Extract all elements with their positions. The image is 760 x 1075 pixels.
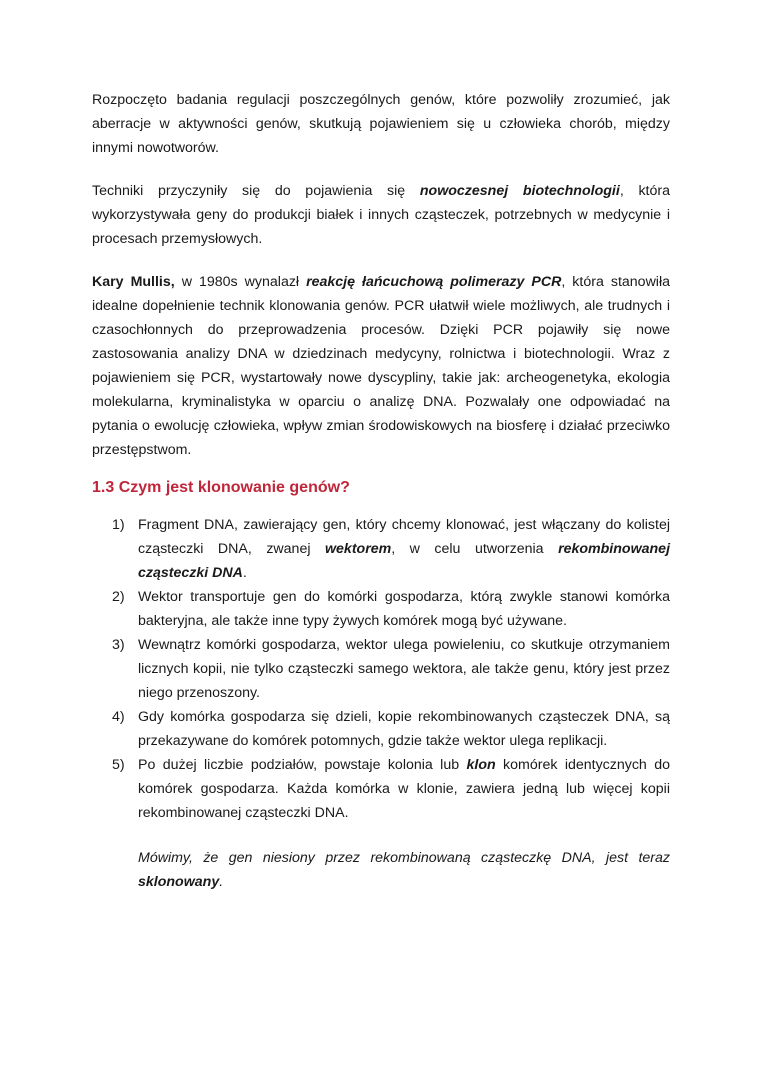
name-kary-mullis: Kary Mullis, bbox=[92, 274, 175, 290]
closing-text: Mówimy, że gen niesiony przez rekombinowaną cząsteczkę DNA, jest teraz bbox=[138, 850, 670, 866]
list-text: Fragment DNA, zawierający gen, który chcemy klonować, jest włączany do kolistej cząsteczki DNA, zwanej bbox=[138, 517, 670, 557]
section-heading: 1.3 Czym jest klonowanie genów? bbox=[92, 479, 350, 496]
list-item bbox=[92, 633, 670, 705]
list-item bbox=[92, 513, 670, 585]
paragraph-text-before: Techniki przyczyniły się do pojawienia się bbox=[92, 183, 420, 199]
paragraph-pcr bbox=[92, 270, 670, 462]
list-number: 3) bbox=[112, 637, 125, 653]
term-cloned: sklonowany bbox=[138, 874, 220, 890]
term-pcr: reakcję łańcuchową polimerazy PCR bbox=[306, 274, 562, 290]
list-text: Po dużej liczbie podziałów, powstaje kolonia lub bbox=[138, 757, 467, 773]
list-item bbox=[92, 753, 670, 825]
list-text: Wewnątrz komórki gospodarza, wektor ulega powieleniu, co skutkuje otrzymaniem licznych kopii, nie tylko cząsteczki samego wektora, ale także genu, który jest przez niego przenoszony. bbox=[138, 637, 670, 701]
list-number: 4) bbox=[112, 709, 125, 725]
paragraph-text-mid: w 1980s wynalazł bbox=[174, 274, 307, 290]
list-number: 5) bbox=[112, 757, 125, 773]
list-item bbox=[92, 585, 670, 633]
list-text: komórek identycznych do komórek gospodarza. Każda komórka w klonie, zawiera jedną lub więcej kopii rekombinowanej cząsteczki DNA. bbox=[138, 757, 670, 821]
paragraph-text-after: , która stanowiła idealne dopełnienie technik klonowania genów. PCR ułatwił wiele możliwych, ale trudnych i czasochłonnych do przeprowadzenia procesów. Dzięki PCR pojawiły się nowe zastosowania analizy DNA w dziedzinach medycyny, rolnictwa i biotechnologii. Wraz z pojawieniem się PCR, wystartowały nowe dyscypliny, takie jak: archeogenetyka, ekologia molekularna, kryminalistyka w oparciu o analizę DNA. Pozwalały one odpowiadać na pytania o ewolucję człowieka, wpływ zmian środowiskowych na biosferę i działać przeciwko przestępstwom. bbox=[92, 274, 671, 458]
paragraph-gene-regulation bbox=[92, 88, 670, 160]
list-number: 2) bbox=[112, 589, 125, 605]
list-text: Gdy komórka gospodarza się dzieli, kopie rekombinowanych cząsteczek DNA, są przekazywane do komórek potomnych, gdzie także wektor ulega replikacji. bbox=[138, 709, 670, 749]
list-number: 1) bbox=[112, 517, 125, 533]
term-modern-biotechnology: nowoczesnej biotechnologii bbox=[419, 183, 620, 199]
paragraph-biotechnology bbox=[92, 179, 670, 251]
term-clone: klon bbox=[466, 757, 496, 773]
paragraph-text: Rozpoczęto badania regulacji poszczególnych genów, które pozwoliły zrozumieć, jak aberracje w aktywności genów, skutkują pojawieniem się u człowieka chorób, między innymi nowotworów. bbox=[92, 92, 670, 156]
cloning-steps-list bbox=[92, 513, 670, 825]
term-vector: wektorem bbox=[325, 541, 392, 557]
page-content bbox=[92, 88, 670, 894]
closing-statement bbox=[92, 846, 670, 894]
term-recombinant-dna: rekombinowanej cząsteczki DNA bbox=[138, 541, 671, 581]
list-text: , w celu utworzenia bbox=[391, 541, 559, 557]
list-item bbox=[92, 705, 670, 753]
closing-end: . bbox=[219, 874, 224, 890]
list-text: . bbox=[242, 565, 247, 581]
paragraph-text-after: , która wykorzystywała geny do produkcji białek i innych cząsteczek, potrzebnych w medycynie i procesach przemysłowych. bbox=[92, 183, 670, 247]
list-text: Wektor transportuje gen do komórki gospodarza, którą zwykle stanowi komórka bakteryjna, ale także inne typy żywych komórek mogą być używane. bbox=[138, 589, 670, 629]
